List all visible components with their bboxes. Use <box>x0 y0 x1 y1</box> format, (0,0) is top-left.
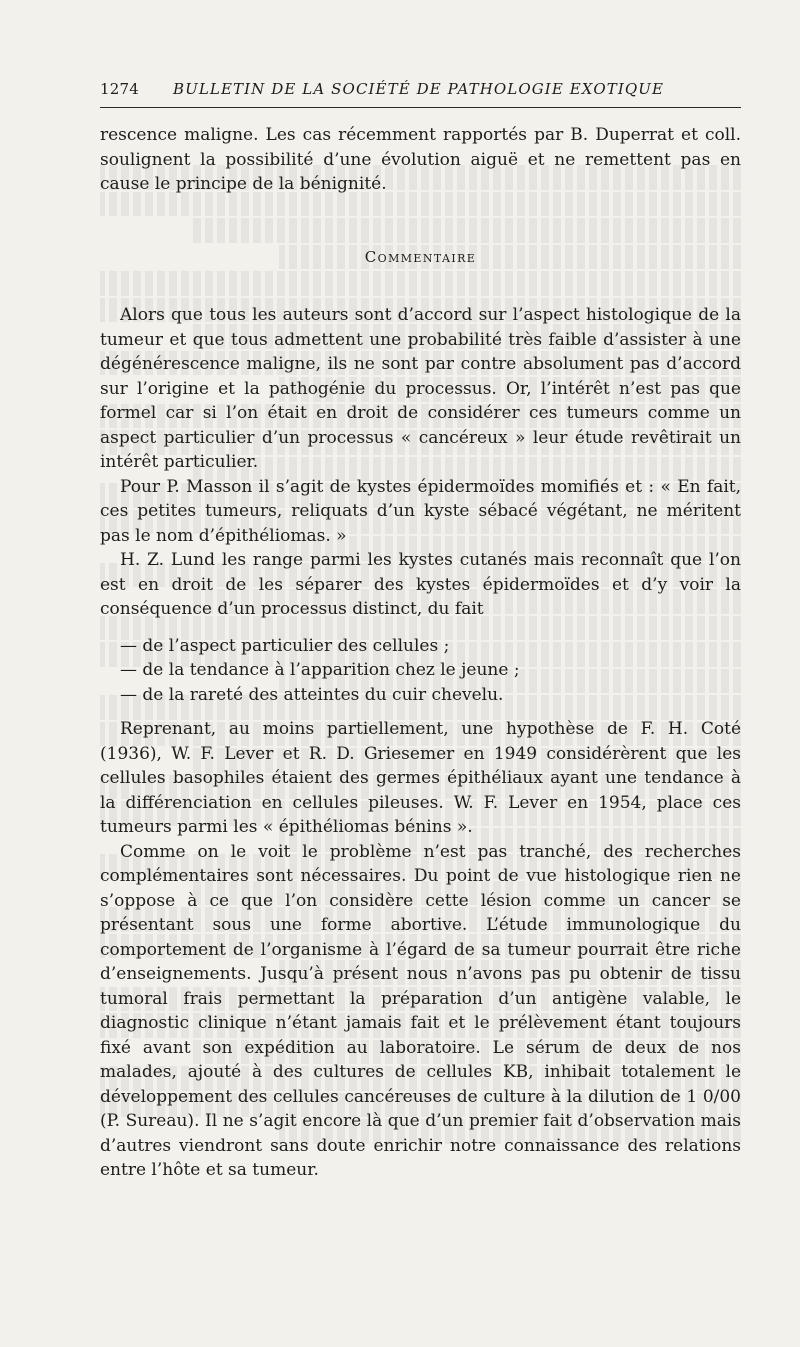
criteria-list <box>100 634 741 708</box>
list-item: — de l’aspect particulier des cellules ; <box>120 635 450 656</box>
section-heading: Commentaire <box>364 247 477 266</box>
paragraph-lever-griesemer: Reprenant, au moins partiellement, une hypothèse de F. H. Coté (1936), W. F. Lever et R. D. Griesemer en 1949 considérèrent que les cellules basophiles étaient des germes épithéliaux ayant une tendance à la différenciation en cellules pileuses. W. F. Lever en 1954, place ces tumeurs parmi les « épithéliomas bénins ». <box>100 719 741 837</box>
paragraph-masson: Pour P. Masson il s’agit de kystes épidermoïdes momifiés et : « En fait, ces petites tumeurs, reliquats d’un kyste sébacé végétant, ne méritent pas le nom d’épithéliomas. » <box>100 476 741 546</box>
page-header <box>100 80 741 102</box>
intro-paragraph: rescence maligne. Les cas récemment rapportés par B. Duperrat et coll. soulignent la possibilité d’une évolution aiguë et ne remettent pas en cause le principe de la bénignité. <box>100 125 741 194</box>
header-divider <box>100 107 741 108</box>
paragraph-commentaire-1: Alors que tous les auteurs sont d’accord sur l’aspect histologique de la tumeur et que tous admettent une probabilité très faible d’assister à une dégénérescence maligne, ils ne sont par contre absolument pas d’accord sur l’origine et la pathogénie du processus. Or, l’intérêt n’est pas que formel car si l’on était en droit de considérer ces tumeurs comme un aspect particulier d’un processus « cancéreux » leur étude revêtirait un intérêt particulier. <box>100 305 741 472</box>
page-number: 1274 <box>100 80 139 98</box>
body-text <box>100 123 741 1183</box>
paragraph-lund: H. Z. Lund les range parmi les kystes cutanés mais reconnaît que l’on est en droit de les séparer des kystes épidermoïdes et d’y voir la conséquence d’un processus distinct, du fait <box>100 550 741 619</box>
list-item: — de la tendance à l’apparition chez le jeune ; <box>120 660 520 680</box>
paragraph-conclusion: Comme on le voit le problème n’est pas tranché, des recherches complémentaires sont nécessaires. Du point de vue histologique rien ne s’oppose à ce que l’on considère cette lésion comme un cancer se présentant sous une forme abortive. L’étude immunologique du comportement de l’organisme à l’égard de sa tumeur pourrait être riche d’enseignements. Jusqu’à présent nous n’avons pas pu obtenir de tissu tumoral frais permettant la préparation d’un antigène valable, le diagnostic clinique n’étant jamais fait et le prélèvement étant toujours fixé avant son expédition au laboratoire. Le sérum de deux de nos malades, ajouté à des cultures de cellules KB, inhibait totalement le développement des cellules cancéreuses de culture à la dilution de 1 0/00 (P. Sureau). Il ne s’agit encore là que d’un premier fait d’observation mais d’autres viendront sans doute enrichir notre connaissance des relations entre l’hôte et sa tumeur. <box>100 841 741 1180</box>
running-title: BULLETIN DE LA SOCIÉTÉ DE PATHOLOGIE EXOTIQUE <box>173 80 665 98</box>
list-item: — de la rareté des atteintes du cuir chevelu. <box>120 684 504 705</box>
